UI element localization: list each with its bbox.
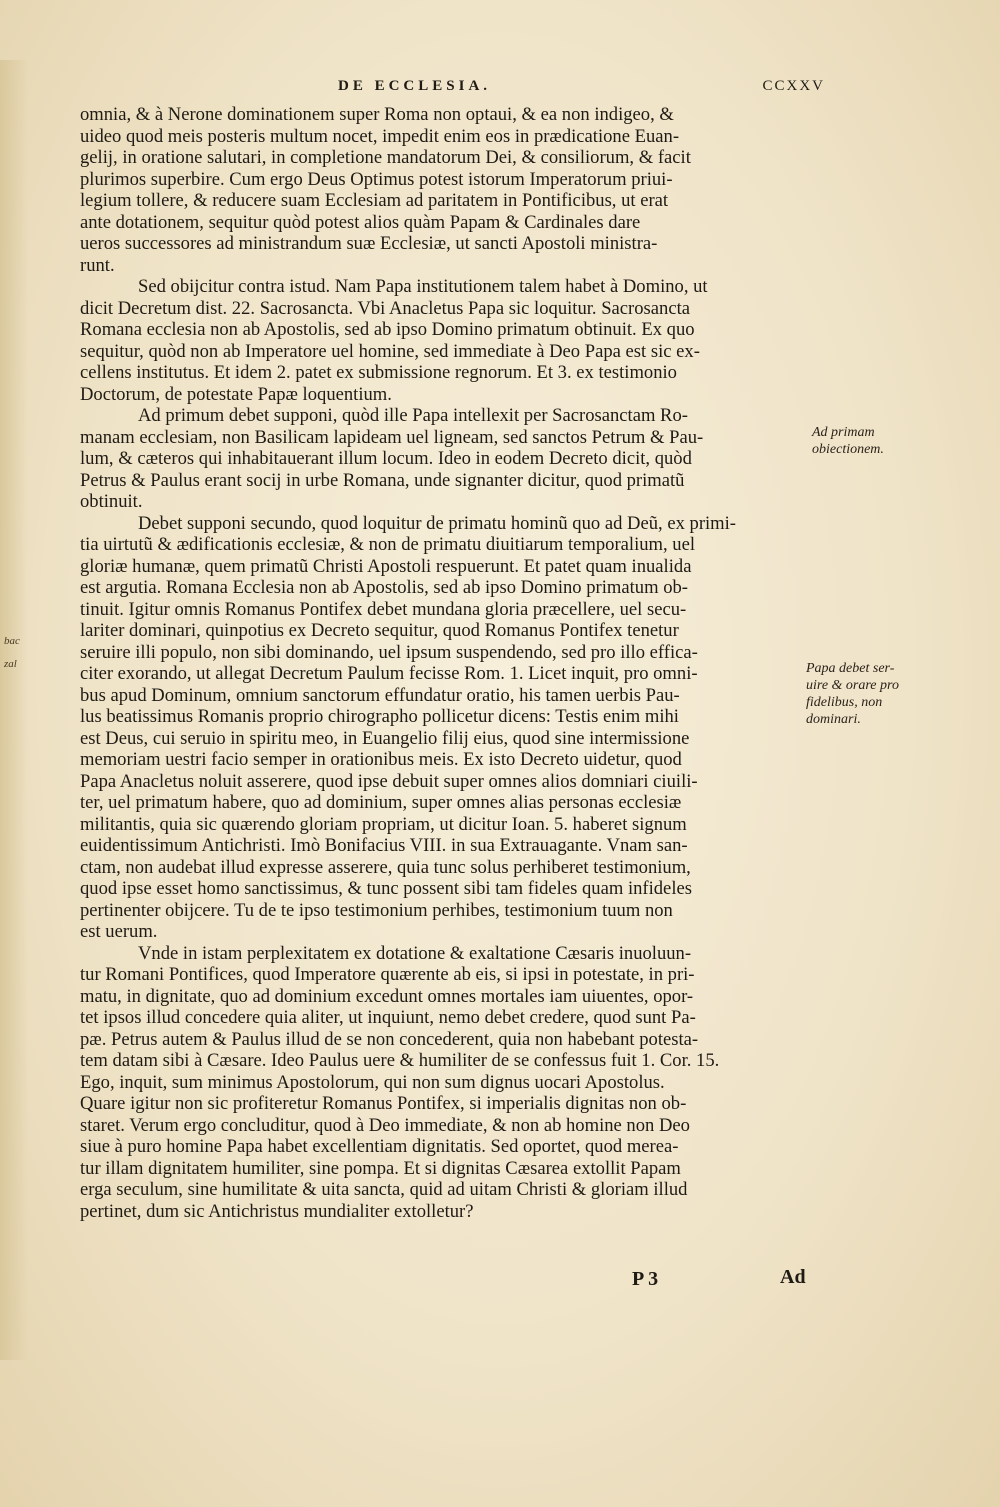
text-line: tet ipsos illud concedere quia aliter, ut inquiunt, nemo debet credere, quod sunt Pa- (80, 1007, 696, 1028)
text-line: lariter dominari, quinpotius ex Decreto sequitur, quod Romanus Pontifex tenetur (80, 620, 679, 641)
text-line: Doctorum, de potestate Papæ loquentium. (80, 383, 392, 405)
text-line: tur illam dignitatem humiliter, sine pompa. Et si dignitas Cæsarea extollit Papam (80, 1157, 681, 1179)
text-line: Romana ecclesia non ab Apostolis, sed ab ipso Domino primatum obtinuit. Ex quo (80, 319, 695, 340)
paragraph (80, 405, 810, 513)
body-text (80, 104, 810, 1222)
text-line: dicit Decretum dist. 22. Sacrosancta. Vbi Anacletus Papa sic loquitur. Sacrosancta (80, 297, 690, 319)
text-line: sequitur, quòd non ab Imperatore uel homine, sed immediate à Deo Papa est sic ex- (80, 340, 700, 362)
text-line: euidentissimum Antichristi. Imò Bonifacius VIII. in sua Extrauagante. Vnam san- (80, 835, 688, 856)
paragraph (80, 943, 810, 1223)
text-line: gelij, in oratione salutari, in completione mandatorum Dei, & consiliorum, & facit (80, 147, 691, 168)
text-line: tinuit. Igitur omnis Romanus Pontifex debet mundana gloria præcellere, uel secu- (80, 598, 687, 620)
signature-mark: P 3 (632, 1268, 659, 1290)
text-line: uideo quod meis posteris multum nocet, impedit enim eos in prædicatione Euan- (80, 125, 680, 147)
page-header (80, 78, 825, 102)
text-line: est uerum. (80, 921, 158, 942)
text-line: siue à puro homine Papa habet excellentiam dignitatis. Sed oportet, quod merea- (80, 1136, 679, 1157)
text-line: runt. (80, 254, 115, 276)
text-line: matu, in dignitate, quo ad dominium excedunt omnes mortales iam uiuentes, opor- (80, 985, 694, 1007)
text-line: lum, & cæteros qui inhabitauerant illum locum. Ideo in eodem Decreto dicit, quòd (80, 448, 692, 469)
text-line: ter, uel primatum habere, quo ad dominium, super omnes alias personas ecclesiæ (80, 792, 682, 813)
text-line: Vnde in istam perplexitatem ex dotatione & exaltatione Cæsaris inuoluun- (138, 942, 692, 964)
text-line: est Deus, cui seruio in spiritu meo, in Euangelio filij eius, quod sine intermissione (80, 727, 690, 749)
text-line: Papa Anacletus noluit asserere, quod ipse debuit super omnes alios domniari ciuili- (80, 770, 698, 792)
adjacent-page-edge (0, 60, 28, 1360)
text-line: Sed obijcitur contra istud. Nam Papa institutionem talem habet à Domino, ut (138, 276, 708, 297)
text-line: ante dotationem, sequitur quòd potest alios quàm Papam & Cardinales dare (80, 211, 641, 233)
marginal-note-line: Papa debet ser- (806, 661, 895, 676)
text-line: lus beatissimus Romanis proprio chirographo pollicetur dicens: Testis enim mihi (80, 706, 679, 727)
edge-fragment: zal (4, 658, 17, 670)
text-line: Ad primum debet supponi, quòd ille Papa intellexit per Sacrosanctam Ro- (138, 405, 688, 426)
text-line: pertinet, dum sic Antichristus mundialiter extolletur? (80, 1200, 474, 1222)
text-line: plurimos superbire. Cum ergo Deus Optimus potest istorum Imperatorum priui- (80, 168, 673, 190)
text-line: bus apud Dominum, omnium sanctorum effundatur oratio, his tamen uerbis Pau- (80, 684, 680, 706)
text-line: legium tollere, & reducere suam Ecclesiam ad paritatem in Pontificibus, ut erat (80, 190, 669, 211)
marginal-note-line: Ad primam (812, 425, 875, 440)
text-line: Ego, inquit, sum minimus Apostolorum, qui non sum dignus uocari Apostolus. (80, 1071, 665, 1093)
text-line: staret. Verum ergo concluditur, quod à Deo immediate, & non ab homine non Deo (80, 1114, 690, 1136)
marginal-note-line: obiectionem. (812, 442, 884, 457)
text-line: seruire illi populo, non sibi dominando, uel ipsum suspendendo, sed pro illo effica- (80, 641, 698, 663)
marginal-note (812, 424, 930, 458)
text-line: omnia, & à Nerone dominationem super Roma non optaui, & ea non indigeo, & (80, 104, 674, 125)
marginal-note-line: dominari. (806, 712, 861, 727)
paragraph (80, 104, 810, 276)
text-line: memoriam uestri facio semper in orationibus meis. Ex isto Decreto uidetur, quod (80, 749, 682, 770)
text-line: Debet supponi secundo, quod loquitur de primatu hominũ quo ad Deũ, ex primi- (138, 512, 736, 534)
paragraph (80, 513, 810, 943)
text-line: tia uirtutũ & ædificationis ecclesiæ, & non de primatu diuitiarum temporalium, uel (80, 534, 696, 555)
text-line: tem datam sibi à Cæsare. Ideo Paulus uere & humiliter de se confessus fuit 1. Cor. 15. (80, 1050, 720, 1071)
text-line: quod ipse esset homo sanctissimus, & tunc possent sibi tam fideles quam infideles (80, 878, 692, 899)
marginal-note-line: uire & orare pro (806, 678, 899, 693)
text-line: gloriæ humanæ, quem primatũ Christi Apostoli respuerunt. Et patet quam inualida (80, 555, 692, 577)
text-line: cellens institutus. Et idem 2. patet ex submissione regnorum. Et 3. ex testimonio (80, 362, 677, 383)
text-line: ctam, non audebat illud expresse asserere, quia tunc solus perhiberet testimonium, (80, 856, 691, 878)
paragraph (80, 276, 810, 405)
text-line: erga seculum, sine humilitate & uita sancta, quid ad uitam Christi & gloriam illud (80, 1179, 688, 1200)
catchword: Ad (780, 1266, 806, 1288)
running-head: DE ECCLESIA. (338, 78, 492, 94)
text-line: tur Romani Pontifices, quod Imperatore quærente ab eis, si ipsi in potestate, in pri- (80, 964, 695, 985)
folio-number: CCXXV (762, 78, 825, 94)
text-line: est argutia. Romana Ecclesia non ab Apostolis, sed ab ipso Domino primatum ob- (80, 577, 688, 598)
text-line: manam ecclesiam, non Basilicam lapideam uel ligneam, sed sanctos Petrum & Pau- (80, 426, 704, 448)
text-line: pæ. Petrus autem & Paulus illud de se non concederent, quia non habebant potesta- (80, 1028, 699, 1050)
text-line: Petrus & Paulus erant socij in urbe Romana, unde signanter dicitur, quod primatũ (80, 469, 685, 491)
text-line: obtinuit. (80, 491, 143, 512)
text-line: pertinenter obijcere. Tu de te ipso testimonium perhibes, testimonium tuum non (80, 899, 673, 921)
text-line: militantis, quia sic quærendo gloriam propriam, ut dicitur Ioan. 5. haberet signum (80, 813, 687, 835)
marginal-note-line: fidelibus, non (806, 695, 883, 710)
text-line: citer exorando, ut allegat Decretum Paulum fecisse Rom. 1. Licet inquit, pro omni- (80, 663, 698, 684)
text-line: Quare igitur non sic profiteretur Romanus Pontifex, si imperialis dignitas non ob- (80, 1093, 687, 1114)
edge-fragment: bac (4, 635, 20, 647)
text-line: ueros successores ad ministrandum suæ Ecclesiæ, ut sancti Apostoli ministra- (80, 233, 658, 254)
marginal-note (806, 660, 924, 728)
